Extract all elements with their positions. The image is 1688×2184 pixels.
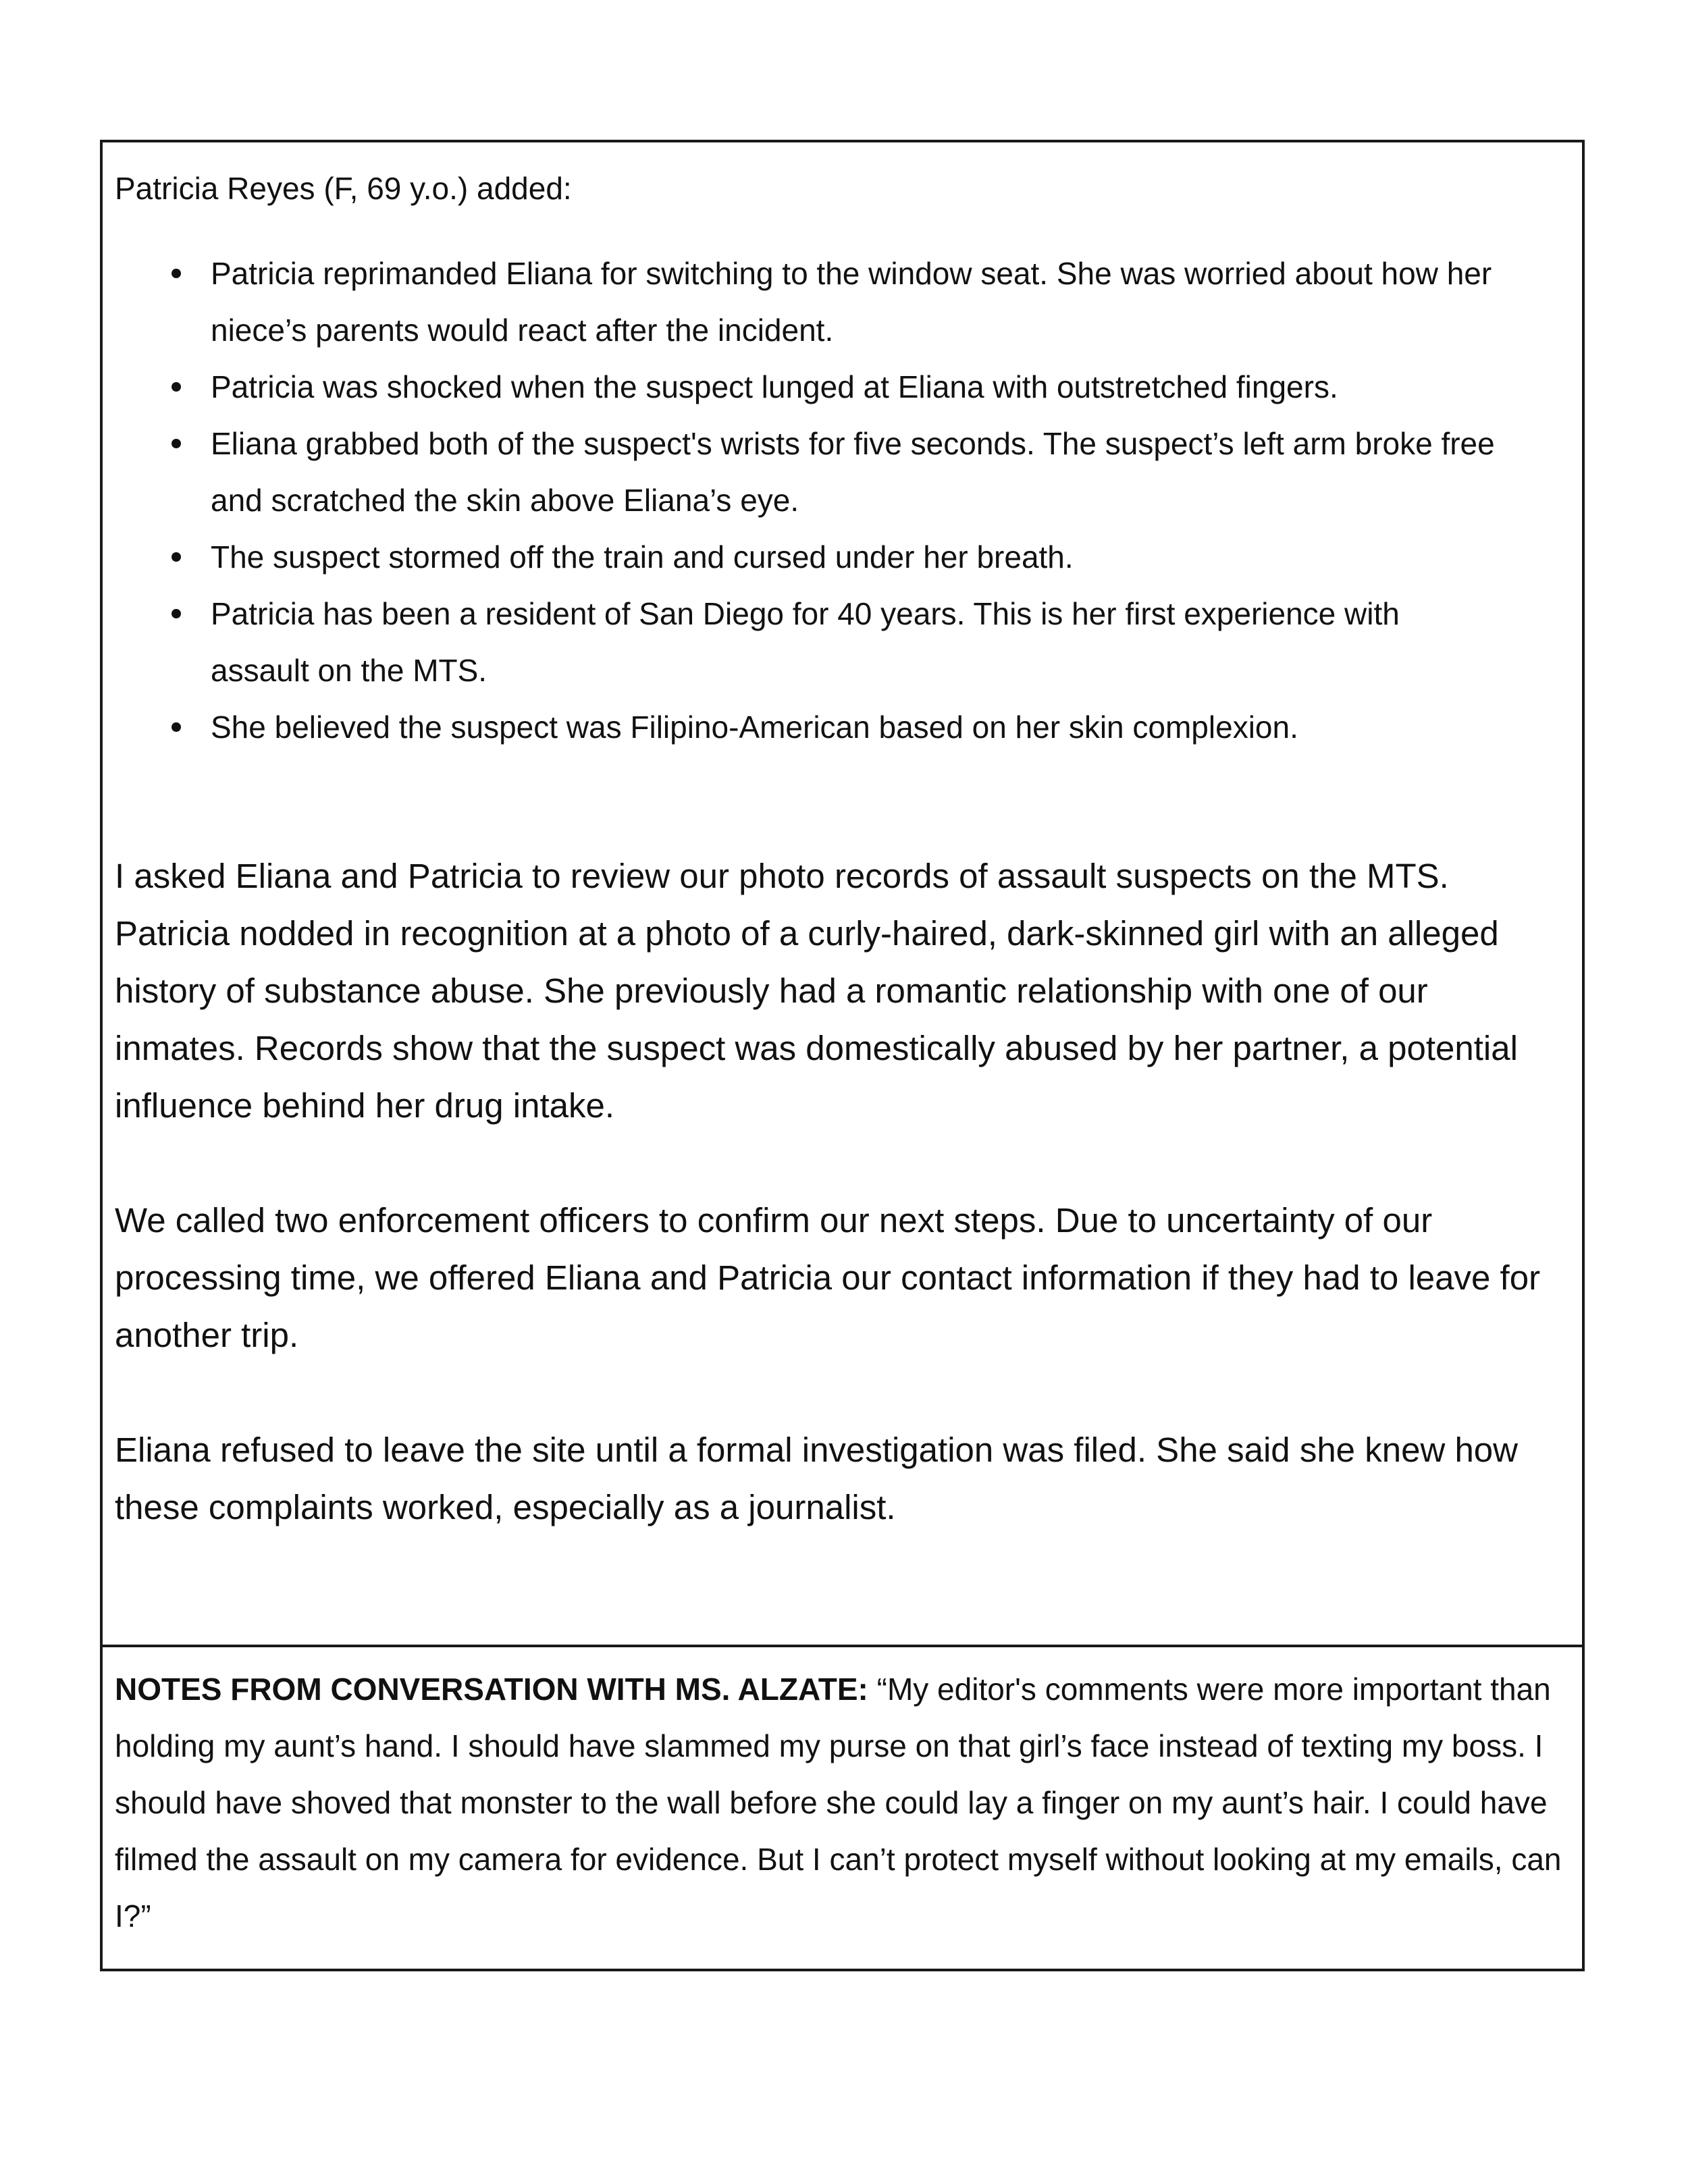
witness-added-line: Patricia Reyes (F, 69 y.o.) added: (115, 171, 572, 206)
list-item: She believed the suspect was Filipino-American based on her skin complexion. (211, 699, 1570, 755)
report-table (100, 140, 1585, 1971)
witness-statement-cell (103, 142, 1582, 1647)
notes-quote: “My editor's comments were more important than holding my aunt’s hand. I should have slammed my purse on that girl’s face instead of texting my boss. I should have shoved that monster to the wall before she could lay a finger on my aunt’s hair. I could have filmed the assault on my camera for evidence. But I can’t protect myself without looking at my emails, can I?” (115, 1672, 1562, 1934)
notes-label: NOTES FROM CONVERSATION WITH MS. ALZATE: (115, 1672, 868, 1707)
list-item: Patricia reprimanded Eliana for switching to the window seat. She was worried about how her niece’s parents would react after the incident. (211, 245, 1570, 358)
notes-paragraph (115, 1661, 1570, 1944)
narrative-paragraph-investigation: Eliana refused to leave the site until a formal investigation was filed. She said she knew how these complaints worked, especially as a journalist. (115, 1431, 1519, 1526)
witness-bullet-list (115, 245, 1570, 755)
notes-cell (103, 1647, 1582, 1969)
narrative-paragraph-officers: We called two enforcement officers to confirm our next steps. Due to uncertainty of our processing time, we offered Eliana and Patricia our contact information if they had to leave for another trip. (115, 1201, 1541, 1354)
list-item: Patricia has been a resident of San Diego for 40 years. This is her first experience with assault on the MTS. (211, 585, 1570, 699)
list-item: Eliana grabbed both of the suspect's wrists for five seconds. The suspect’s left arm broke free and scratched the skin above Eliana’s eye. (211, 415, 1570, 529)
list-item: The suspect stormed off the train and cursed under her breath. (211, 529, 1570, 585)
narrative-paragraph-photo-review: I asked Eliana and Patricia to review our photo records of assault suspects on the MTS. Patricia nodded in recognition at a photo of a curly-haired, dark-skinned girl with an alleged history of substance abuse. She previously had a romantic relationship with one of our inmates. Records show that the suspect was domestically abused by her partner, a potential influence behind her drug intake. (115, 857, 1518, 1125)
list-item: Patricia was shocked when the suspect lunged at Eliana with outstretched fingers. (211, 358, 1570, 415)
